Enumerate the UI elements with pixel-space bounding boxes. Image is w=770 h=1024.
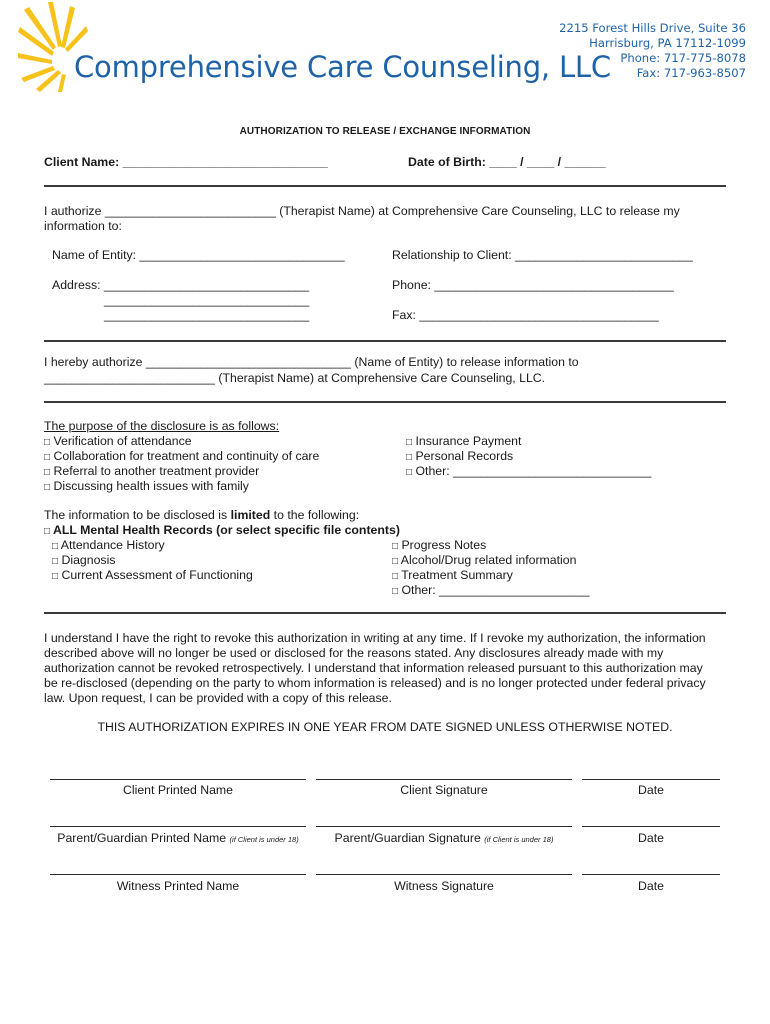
witness-signature-label: Witness Signature xyxy=(394,879,494,893)
purpose-label: Discussing health issues with family xyxy=(53,479,249,493)
client-signature-label: Client Signature xyxy=(400,783,488,797)
guardian-printed-name-label xyxy=(50,831,306,845)
guardian-signature-label xyxy=(316,831,572,845)
revoke-line: authorization cannot be revoked retrospectively. I understand that information released pursuant to this authorization may xyxy=(44,661,703,675)
checkbox-icon[interactable]: □ xyxy=(44,526,51,537)
date-of-birth-field[interactable]: Date of Birth: ____ / ____ / ______ xyxy=(408,155,606,169)
hereby-authorize-line-1[interactable]: I hereby authorize ______________________________ (Name of Entity) to release information to xyxy=(44,355,579,369)
purpose-option[interactable] xyxy=(44,449,319,465)
checkbox-icon[interactable]: □ xyxy=(392,556,399,567)
divider-4 xyxy=(44,612,726,614)
checkbox-icon[interactable]: □ xyxy=(52,556,59,567)
checkbox-icon[interactable]: □ xyxy=(406,467,413,478)
checkbox-icon[interactable]: □ xyxy=(392,571,399,582)
limited-pre: The information to be disclosed is xyxy=(44,508,231,522)
witness-date-line[interactable] xyxy=(582,874,720,875)
record-label: Other: ______________________ xyxy=(401,583,590,597)
client-name-field[interactable]: Client Name: ______________________________ xyxy=(44,155,328,169)
client-signature-line[interactable] xyxy=(316,779,572,780)
record-option[interactable] xyxy=(52,553,115,569)
address-fax: Fax: 717-963-8507 xyxy=(636,66,746,80)
guardian-date-label: Date xyxy=(638,831,664,845)
revoke-line: law. Upon request, I can be provided with a copy of this release. xyxy=(44,691,392,705)
fax-field[interactable]: Fax: ___________________________________ xyxy=(392,308,659,322)
expiration-notice: THIS AUTHORIZATION EXPIRES IN ONE YEAR FROM DATE SIGNED UNLESS OTHERWISE NOTED. xyxy=(97,720,673,734)
address-line-1: 2215 Forest Hills Drive, Suite 36 xyxy=(559,21,746,35)
guardian-note: (if Client is under 18) xyxy=(229,835,299,844)
witness-printed-name-label: Witness Printed Name xyxy=(116,879,240,893)
checkbox-icon[interactable]: □ xyxy=(52,541,59,552)
checkbox-icon[interactable]: □ xyxy=(44,437,51,448)
purpose-option[interactable] xyxy=(44,464,259,480)
address-field-line-3[interactable]: ______________________________ xyxy=(104,308,310,322)
address-phone: Phone: 717-775-8078 xyxy=(620,51,746,65)
form-title: AUTHORIZATION TO RELEASE / EXCHANGE INFORMATION xyxy=(239,126,531,137)
phone-field[interactable]: Phone: ___________________________________ xyxy=(392,278,674,292)
purpose-option[interactable] xyxy=(44,479,249,495)
limited-heading xyxy=(44,508,359,523)
witness-printed-name-line[interactable] xyxy=(50,874,306,875)
checkbox-icon[interactable]: □ xyxy=(44,452,51,463)
purpose-label: Other: _____________________________ xyxy=(415,464,652,478)
purpose-option[interactable] xyxy=(406,464,651,480)
checkbox-icon[interactable]: □ xyxy=(44,467,51,478)
purpose-label: Verification of attendance xyxy=(53,434,192,448)
record-label: Alcohol/Drug related information xyxy=(400,553,577,567)
purpose-option[interactable] xyxy=(406,434,521,450)
checkbox-icon[interactable]: □ xyxy=(52,571,59,582)
address-line-2: Harrisburg, PA 17112-1099 xyxy=(589,36,746,50)
guardian-printed-name-line[interactable] xyxy=(50,826,306,827)
purpose-heading xyxy=(44,419,279,434)
revoke-line: described above will no longer be used or disclosed for the reasons stated. Any disclosures already made with my xyxy=(44,646,664,660)
guardian-signature-text: Parent/Guardian Signature xyxy=(334,831,481,845)
record-label: Attendance History xyxy=(60,538,165,552)
record-option[interactable] xyxy=(392,538,486,554)
guardian-signature-line[interactable] xyxy=(316,826,572,827)
divider-1 xyxy=(44,185,726,187)
divider-2 xyxy=(44,340,726,342)
record-label: Current Assessment of Functioning xyxy=(61,568,253,582)
checkbox-icon[interactable]: □ xyxy=(392,541,399,552)
record-option[interactable] xyxy=(392,553,576,569)
purpose-label: Personal Records xyxy=(415,449,514,463)
witness-date-label: Date xyxy=(638,879,664,893)
record-option[interactable] xyxy=(392,583,590,599)
guardian-date-line[interactable] xyxy=(582,826,720,827)
guardian-note: (if Client is under 18) xyxy=(484,835,554,844)
purpose-heading-text: The purpose of the disclosure is as follows: xyxy=(44,419,280,433)
purpose-label: Collaboration for treatment and continuity of care xyxy=(53,449,320,463)
record-option[interactable] xyxy=(52,568,253,584)
divider-3 xyxy=(44,401,726,403)
client-printed-name-line[interactable] xyxy=(50,779,306,780)
client-date-label: Date xyxy=(638,783,664,797)
all-records-option[interactable] xyxy=(44,523,400,539)
guardian-printed-name-text: Parent/Guardian Printed Name xyxy=(57,831,227,845)
client-printed-name-label: Client Printed Name xyxy=(122,783,234,797)
record-label: Progress Notes xyxy=(401,538,487,552)
record-label: Treatment Summary xyxy=(401,568,513,582)
checkbox-icon[interactable]: □ xyxy=(392,586,399,597)
purpose-option[interactable] xyxy=(44,434,192,450)
checkbox-icon[interactable]: □ xyxy=(44,482,51,493)
revoke-line: I understand I have the right to revoke this authorization in writing at any time. If I revoke my authorization, the information xyxy=(44,631,706,645)
witness-signature-line[interactable] xyxy=(316,874,572,875)
company-name: Comprehensive Care Counseling, LLC xyxy=(74,50,611,84)
company-address xyxy=(559,21,746,81)
address-field-line-2[interactable]: ______________________________ xyxy=(104,293,310,307)
entity-name-field[interactable]: Name of Entity: ______________________________ xyxy=(52,248,345,262)
purpose-option[interactable] xyxy=(406,449,513,465)
record-label: Diagnosis xyxy=(61,553,116,567)
authorize-line-1[interactable]: I authorize _________________________ (Therapist Name) at Comprehensive Care Counseling, LLC to release my xyxy=(44,204,680,218)
address-field[interactable]: Address: ______________________________ xyxy=(52,278,310,292)
limited-post: to the following: xyxy=(270,508,360,522)
all-records-label: ALL Mental Health Records (or select specific file contents) xyxy=(53,523,400,537)
authorize-line-2: information to: xyxy=(44,219,122,233)
client-date-line[interactable] xyxy=(582,779,720,780)
limited-bold: limited xyxy=(230,508,271,522)
record-option[interactable] xyxy=(52,538,165,554)
checkbox-icon[interactable]: □ xyxy=(406,437,413,448)
relationship-field[interactable]: Relationship to Client: __________________________ xyxy=(392,248,693,262)
hereby-authorize-line-2[interactable]: _________________________ (Therapist Name) at Comprehensive Care Counseling, LLC. xyxy=(44,371,546,385)
purpose-label: Insurance Payment xyxy=(415,434,522,448)
revoke-line: be re-disclosed (depending on the party to whom information is released) and is no longer protected under federal privacy xyxy=(44,676,706,690)
checkbox-icon[interactable]: □ xyxy=(406,452,413,463)
record-option[interactable] xyxy=(392,568,513,584)
purpose-label: Referral to another treatment provider xyxy=(53,464,260,478)
